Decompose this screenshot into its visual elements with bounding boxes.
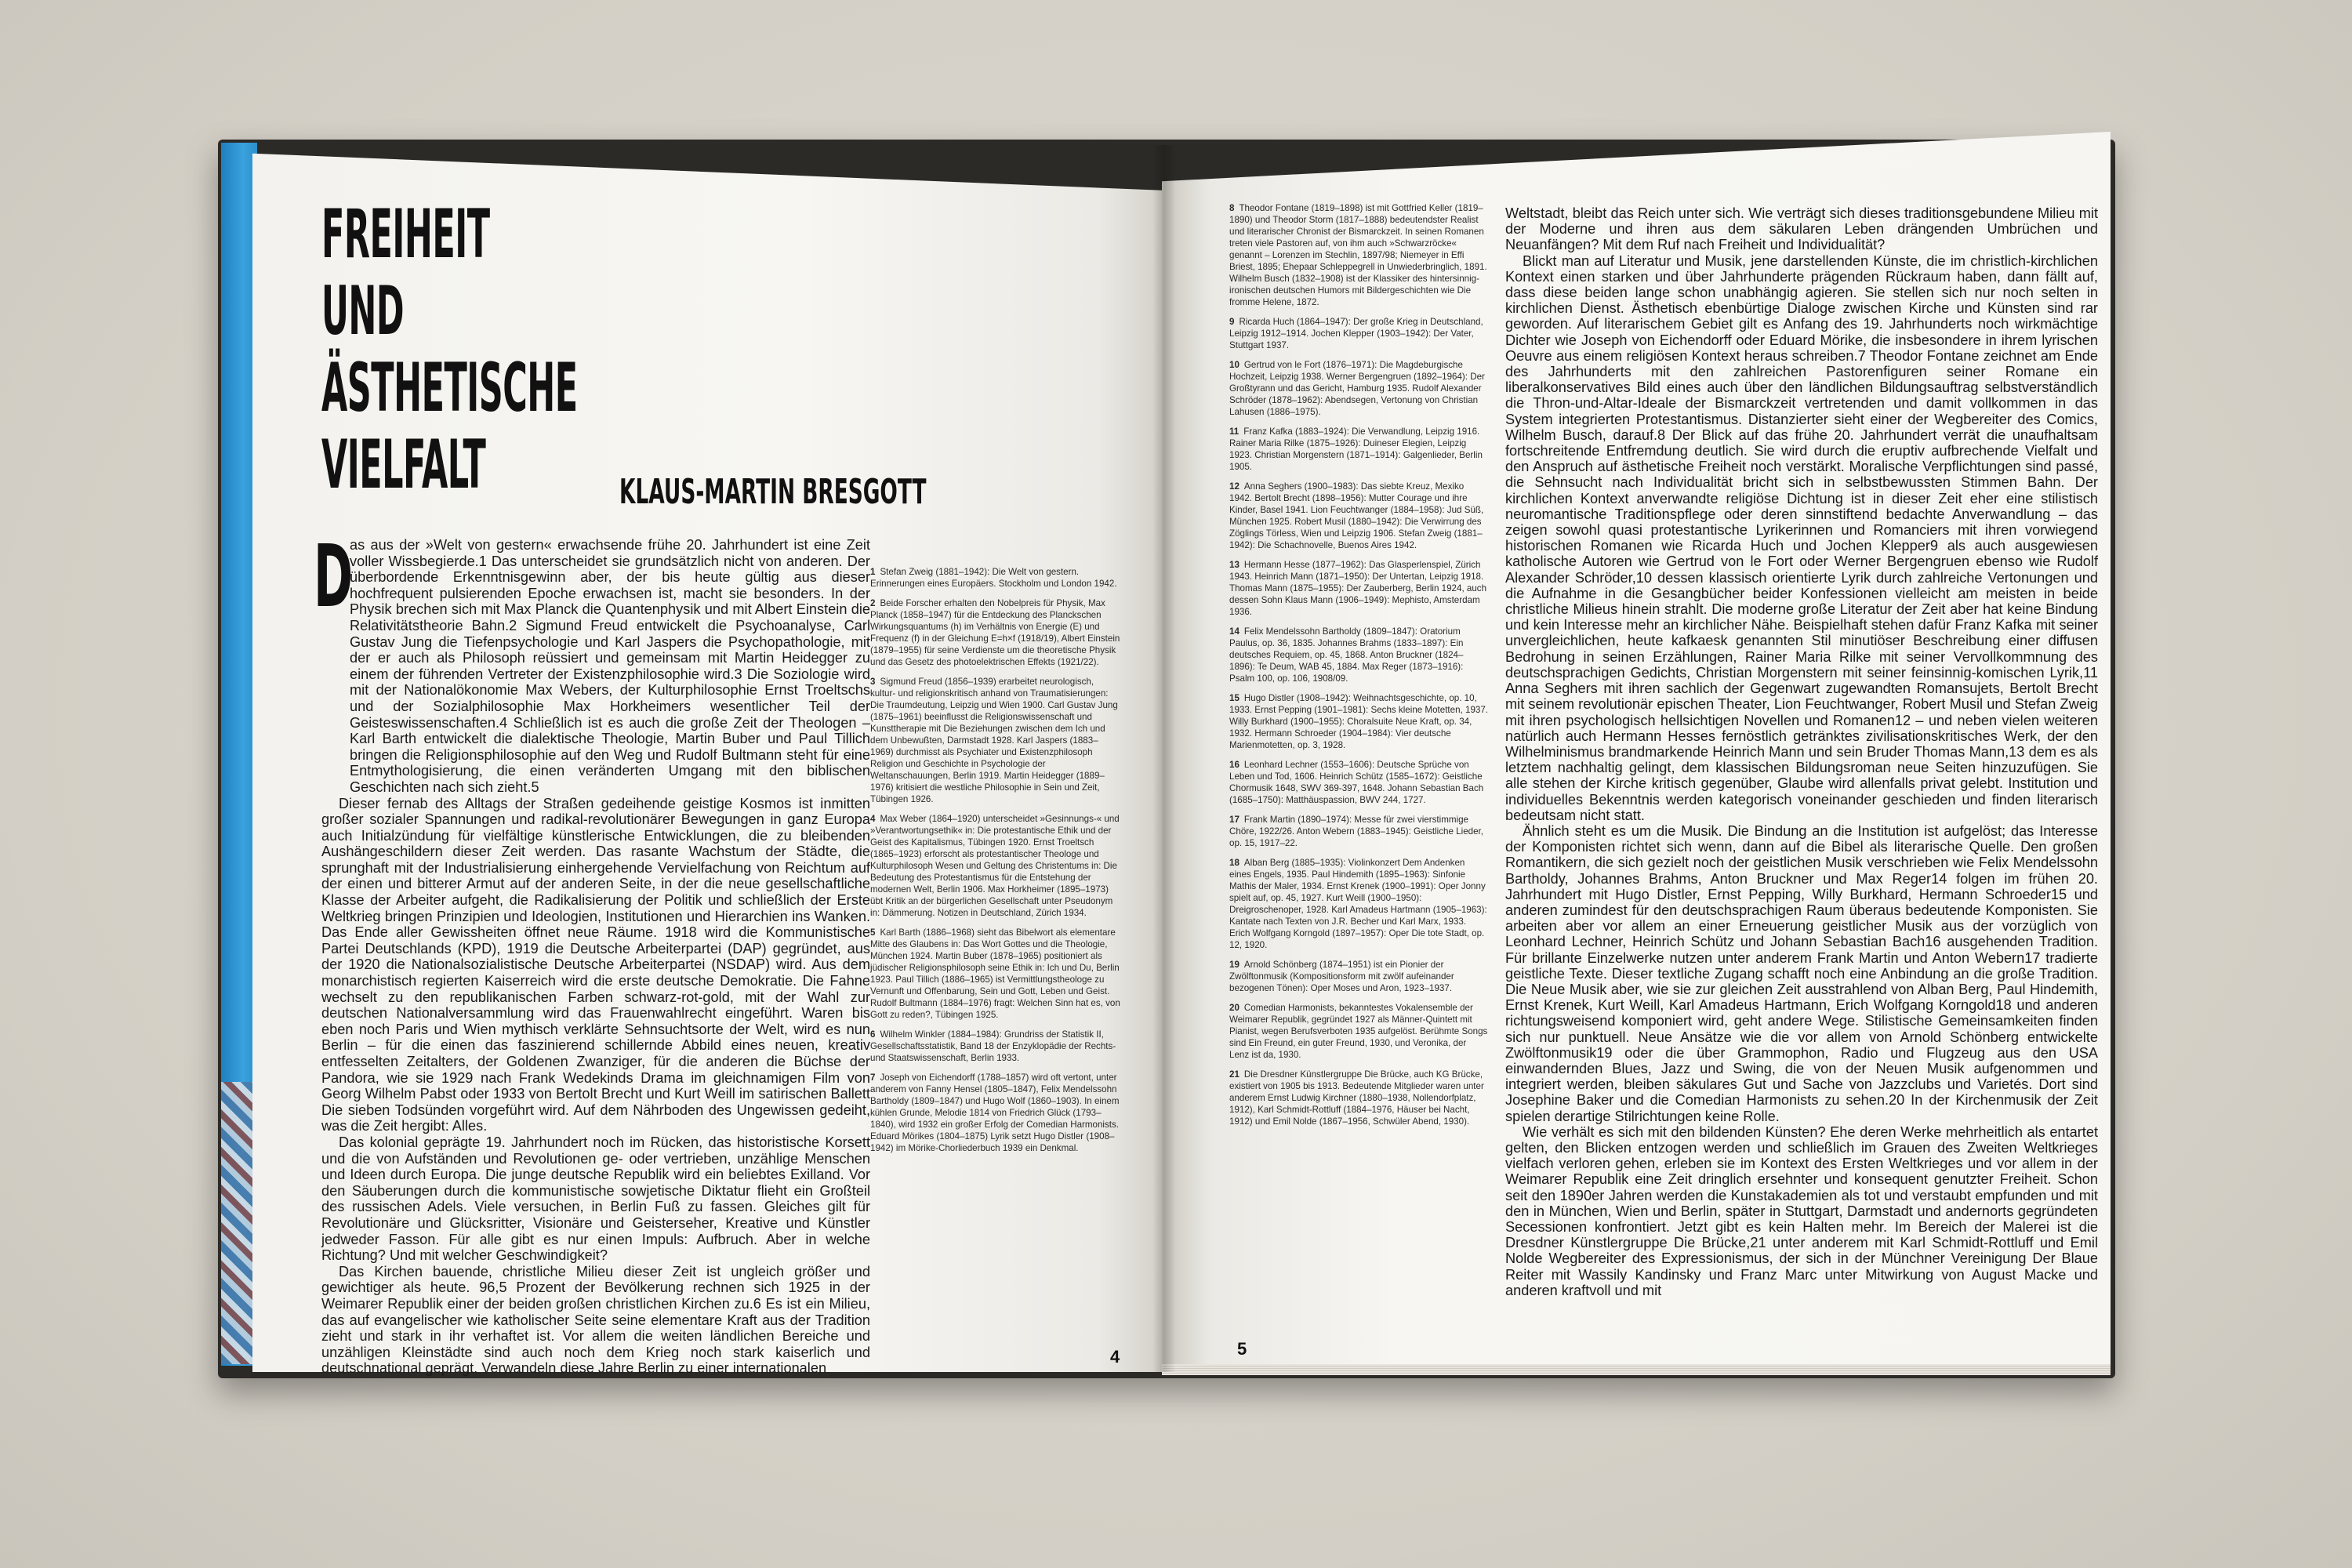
footnote-number: 2 bbox=[870, 598, 876, 608]
footnote bbox=[1229, 814, 1488, 849]
footnote bbox=[1229, 1002, 1488, 1061]
title-line: ÄSTHETISCHE bbox=[321, 349, 578, 427]
footnote bbox=[1229, 426, 1488, 473]
footnote-text: Hugo Distler (1908–1942): Weihnachtsgeschichte, op. 10, 1933. Ernst Pepping (1901–1981): Sechs kleine Motetten, 1937. Willy Burkhard (1900–1955): Choralsuite Neue Kraft, op. 34, 1932. Hermann Schroeder (1904–1984): Vier deutsche Marienmotetten, op. 3, 1928. bbox=[1229, 693, 1489, 750]
footnote bbox=[1229, 559, 1488, 618]
footnote-text: Karl Barth (1886–1968) sieht das Bibelwort als elementare Mitte des Glaubens in: Das Wort Gottes und die Theologie, München 1924. Martin Buber (1878–1965) positioniert als jüdischer Religionsphilosoph seine Ethik in: Ich und Du, Berlin 1923. Paul Tillich (1886–1965) ist Vermittlungstheologe zu Vernunft und Offenbarung, Sein und Gott, Leben und Geist. Rudolf Bultmann (1884–1976) fragt: Welchen Sinn hat es, von Gott zu reden?, Tübingen 1925. bbox=[870, 927, 1120, 1020]
footnote-number: 3 bbox=[870, 677, 876, 687]
footnote bbox=[870, 1029, 1121, 1064]
footnote-number: 21 bbox=[1229, 1069, 1240, 1080]
paragraph: Ähnlich steht es um die Musik. Die Bindung an die Institution ist aufgelöst; das Interesse der Komponisten richtet sich wenn, dann auf die Bibel als literarische Quelle. Den großen Romantikern, die sich gezielt noch der geistlichen Musik verschrieben wie Felix Mendelssohn Bartholdy, Johannes Brahms, Anton Bruckner und Max Reger14 folgen im frühen 20. Jahrhundert mit Hugo Distler, Ernst Pepping, Willy Burkhard, Hermann Schroeder15 und anderen zumindest für den deutschsprachigen Raum überaus bedeutende Komponisten. Sie arbeiten aber vor allem an einer Erneuerung geistlicher Musik aus der vorzüglich von Leonhard Lechner, Heinrich Schütz und Johann Sebastian Bach16 ausgehenden Tradition. Für brillante Einzelwerke nutzen unter anderem Frank Martin und Anton Webern17 tradierte geistliche Texte. Dieser textliche Zugang schafft noch eine Anbindung an die große Tradition. Die Neue Musik aber, wie sie zur gleichen Zeit ausstrahlend von Alban Berg, Paul Hindemith, Ernst Krenek, Kurt Weill, Karl Amadeus Hartmann, Erich Wolfgang Korngold18 und anderen richtungsweisend komponiert wird, geht andere Wege. Stilistische Gemeinsamkeiten finden sich nur punktuell. Neue Ansätze wie die vor allem von Arnold Schönberg entwickelte Zwölftonmusik19 oder die über Grammophon, Radio und Flugzeug aus den USA einwandernden Blues, Jazz und Swing, die von der Neuen Musik aufgenommen und integriert werden, bleiben säkulares Gut und Sache von Jazzclubs und Varietés. Dort sind Josephine Baker und die Comedian Harmonists zu sehen.20 In der Kirchenmusik der Zeit spielen derartige Stilrichtungen keine Rolle. bbox=[1505, 822, 2098, 1124]
footnote-number: 12 bbox=[1229, 481, 1240, 492]
paragraph: Das Kirchen bauende, christliche Milieu dieser Zeit ist ungleich größer und gewichtiger als heute. 96,5 Prozent der Bevölkerung rechnen sich 1925 in der Weimarer Republik einer der beiden großen christlichen Kirchen zu.6 Es ist ein Milieu, das auf evangelischer wie katholischer Seite seine elementare Kraft aus der Tradition zieht und stark in ihr verhaftet ist. Vor allem die weiten ländlichen Bereiche und unzähligen Kleinstädte sind auch noch dem Krieg noch stark kaiserlich und deutschnational geprägt. Verwandeln diese Jahre Berlin zu einer internationalen bbox=[321, 1263, 870, 1377]
paragraph: Dieser fernab des Alltags der Straßen gedeihende geistige Kosmos ist inmitten großer sozialer Spannungen und radikal-revolutionärer Bewegungen in ganz Europa auch Initialzündung für vielfältige künstlerische Entwicklungen, die zu bleibenden Aushängeschildern dieser Zeit werden. Das rasante Wachstum der Städte, die sprunghaft mit der Industrialisierung einhergehende Vervielfachung von Reichtum auf der einen und bitterer Armut auf der anderen Seite, in der die neue gesellschaftliche Klasse der Arbeiter aufgeht, die Radikalisierung der Politik und schließlich der Erste Weltkrieg bringen Prinzipien und Ideologien, Institutionen und Hierarchien ins Wanken. Das Ende aller Gewissheiten öffnet neue Räume. 1918 wird die Kommunistische Partei Deutschlands (KPD), 1919 die Deutsche Arbeiterpartei (DAP) gegründet, aus der 1920 die Nationalsozialistische Deutsche Arbeiterpartei (NSDAP) wird. Aus dem monarchistisch regierten Kaiserreich wird die erste deutsche Demokratie. Die Fahne wechselt zu den republikanischen Farben schwarz-rot-gold, mit der Wahl zur deutschen Nationalversammlung wird das Frauenwahlrecht eingeführt. Waren bis eben noch Paris und Wien mythisch verklärte Sehnsuchtsorte der Welt, wird es nun Berlin – für die einen das faszinierend schillernde Abbild eines neuen, kreativ entfesselten Zeitalters, der Goldenen Zwanziger, für die anderen die Büchse der Pandora, wie sie 1929 nach Frank Wedekinds Drama im gleichnamigen Film von Georg Wilhelm Pabst oder 1933 von Bertolt Brecht und Kurt Weill im satirischen Ballett Die sieben Todsünden vorgeführt wird. Auf dem Nährboden des Ungewissen gedeiht, was die Zeit hergibt: Alles. bbox=[321, 795, 870, 1134]
page-number-left: 4 bbox=[1110, 1347, 1120, 1367]
footnote-number: 16 bbox=[1229, 760, 1240, 770]
footnotes-right bbox=[1229, 202, 1488, 1135]
body-text-right bbox=[1505, 205, 2098, 1298]
footnote-text: Gertrud von le Fort (1876–1971): Die Magdeburgische Hochzeit, Leipzig 1938. Werner Bergengruen (1892–1964): Der Großtyrann und das Gericht, Hamburg 1935. Rudolf Alexander Schröder (1878–1962): Abendsegen, Vertonung von Christian Lahusen (1886–1975). bbox=[1229, 360, 1485, 417]
footnote-text: Ricarda Huch (1864–1947): Der große Krieg in Deutschland, Leipzig 1912–1914. Jochen Klepper (1903–1942): Der Vater, Stuttgart 1937. bbox=[1229, 317, 1483, 350]
article-title bbox=[321, 195, 578, 504]
footnote-number: 14 bbox=[1229, 626, 1240, 637]
footnote-number: 18 bbox=[1229, 858, 1240, 868]
footnote-number: 10 bbox=[1229, 360, 1240, 370]
paragraph: Blickt man auf Literatur und Musik, jene darstellenden Künste, die im christlich-kirchlichen Kontext einen starken und über Jahrhunderte prägenden Rückraum haben, dann fällt auf, dass diese beiden lange schon unabhängig agieren. Sie stellen sich nur noch selten in kirchlichen Dienst. Ästhetisch ebenbürtige Dialoge zwischen Kirche und Künsten sind rar geworden. Auf literarischem Gebiet gilt es Anfang des 19. Jahrhunderts noch wirkmächtige Dichter wie Joseph von Eichendorff oder Eduard Mörike, die insbesondere in ihrem lyrischen Oeuvre aus einem religiösen Kontext heraus schreiben.7 Theodor Fontane zeichnet am Ende des Jahrhunderts mit den zahlreichen Pastorenfiguren seiner Romane ein liberalkonservatives Bild eines auch über den ländlichen Bildungsauftrag selbstverständlich die Thron-und-Altar-Ideale der Bismarckzeit vertretenden und damit vollkommen in das System integrierten Protestantismus. Distanzierter sieht einer der Wegbereiter des Comics, Wilhelm Busch, darauf.8 Der Blick auf das frühe 20. Jahrhundert verrät die unaufhaltsam fortschreitende Entfremdung deutlich. Sie wird durch die eruptiv aufbrechende Vielfalt und den Anspruch auf ästhetische Freiheit noch verstärkt. Moralische Verpflichtungen sind passé, die Sehnsucht nach Individualität bricht sich in selbstbewussten Stimmen Bahn. Der kirchlichen Kontext anverwandte religiöse Dichtung ist in dieser Zeit eher eine stilistisch neuromantische Traditionspflege oder deren sinnstiftend bedachte Anverwandlung – das zeigen sowohl quasi protestantische Lyrikerinnen und Romanciers mit ihren vorwiegend historischen Romanen wie Ricarda Huch und Jochen Klepper9 als auch ausgewiesen katholische Autoren wie Gertrud von le Fort oder Werner Bergengruen ebenso wie Rudolf Alexander Schröder,10 dessen klassisch orientierte Lyrik durch zahlreiche Vertonungen und die Aufnahme in die Gesangbücher beider Konfessionen vielleicht am meisten in beide christliche Milieus hinein strahlt. Die moderne große Literatur der Zeit aber hat keine Bindung und kein Interesse mehr an kirchlicher Nähe. Beispielhaft stehen dafür Franz Kafka mit seiner unvergleichlichen, heute kafkaesk genannten Stil minutiöser Beschreibung einer diffusen Bedrohung in seinen Erzählungen, Rainer Maria Rilke mit seiner Vervollkommnung des deutschsprachigen Gedichts, Christian Morgenstern mit seiner feinsinnig-komischen Lyrik,11 Anna Seghers mit ihren sachlich der Gegenwart zugewandten Romansujets, Bertolt Brecht mit seinem revolutionär epischen Theater, Lion Feuchtwanger, Robert Musil und Stefan Zweig mit ihren psychologisch hellsichtigen Novellen und Romanen12 – und neben vielen weiteren natürlich auch Hermann Hesses fernöstlich getränktes zivilisationskritisches Werk, der den Wilhelminismus brandmarkende Heinrich Mann und sein Bruder Thomas Mann,13 dem es als letztem nachhaltig gelingt, dem klassischen Bildungsroman neue Seiten hinzuzufügen. Sie alle stehen der Kirche kritisch gegenüber, Glaube wird allenfalls privat gelebt. Institution und individuelles Bekenntnis werden kategorisch voneinander geschieden und finden literarisch bedeutsam nicht statt. bbox=[1505, 252, 2098, 823]
footnote bbox=[870, 676, 1121, 805]
footnote-number: 7 bbox=[870, 1073, 876, 1083]
title-line: UND bbox=[321, 272, 405, 350]
footnote-number: 11 bbox=[1229, 426, 1240, 437]
footnote bbox=[1229, 202, 1488, 308]
footnote bbox=[870, 927, 1121, 1021]
paragraph: Wie verhält es sich mit den bildenden Künsten? Ehe deren Werke mehrheitlich als entartet gelten, den Blicken entzogen werden und schließlich im Grauen des Zweiten Weltkrieges vielfach verloren gehen, erleben sie im Kontext des Ersten Weltkrieges und vor allem in der Weimarer Republik eine Zeit dringlich ersehnter und konsequent genutzter Freiheit. Schon seit den 1890er Jahren werden die Kunstakademien als tot und verstaubt empfunden und mit den in München, Wien und Berlin, später in Stuttgart, Darmstadt und andernorts gegründeten Secessionen konfrontiert. Jetzt gibt es kein Halten mehr. Im Bereich der Malerei ist die Dresdner Künstlergruppe Die Brücke,21 unter anderem mit Karl Schmidt-Rottluff und Emil Nolde Wegbereiter des Expressionismus, der sich in der Münchner Vereinigung Der Blaue Reiter mit Wassily Kandinsky und Franz Marc unter Mitwirkung von August Macke und anderen kraftvoll und mit bbox=[1505, 1123, 2098, 1298]
footnote-number: 19 bbox=[1229, 960, 1240, 970]
footnote-text: Max Weber (1864–1920) unterscheidet »Gesinnungs-« und »Verantwortungsethik« in: Die protestantische Ethik und der Geist des Kapitalismus, Tübingen 1920. Ernst Troeltsch (1865–1923) erforscht als protestantischer Theologe und Kulturphilosoph Wesen und Geltung des Christentums in: Die Bedeutung des Protestantismus für die Entstehung der modernen Welt, Berlin 1906. Max Horkheimer (1895–1973) übt Kritik an der bürgerlichen Gesellschaft unter Pseudonym in: Dämmerung. Notizen in Deutschland, Zürich 1934. bbox=[870, 814, 1120, 918]
footnote-text: Arnold Schönberg (1874–1951) ist ein Pionier der Zwölftonmusik (Kompositionsform mit zwölf aufeinander bezogenen Tönen): Oper Moses und Aron, 1923–1937. bbox=[1229, 960, 1454, 993]
cover-pattern-edge bbox=[221, 1082, 257, 1364]
footnote-text: Comedian Harmonists, bekanntestes Vokalensemble der Weimarer Republik, gegründet 1927 als Männer-Quintett mit Pianist, wegen Berufsverboten 1935 aufgelöst. Berühmte Songs sind Ein Freund, ein guter Freund, 1930, und Veronika, der Lenz ist da, 1930. bbox=[1229, 1003, 1488, 1060]
footnote-number: 15 bbox=[1229, 693, 1240, 703]
footnote-text: Theodor Fontane (1819–1898) ist mit Gottfried Keller (1819–1890) und Theodor Storm (1817–1888) bedeutendster Realist und literarischer Chronist der Bismarckzeit. In seinen Romanen treten viele Pastoren auf, von ihm auch »Schwarzröcke« genannt – Lorenzen im Stechlin, 1897/98; Niemeyer in Effi Briest, 1895; Ehepaar Schleppegrell in Unwiederbringlich, 1891. Wilhelm Busch (1832–1908) ist der Klassiker des hintersinnig-ironischen deutschen Humors mit Bildergeschichten wie Die fromme Helene, 1872. bbox=[1229, 203, 1487, 307]
footnote bbox=[1229, 857, 1488, 951]
body-text-left bbox=[321, 537, 870, 1377]
footnote bbox=[1229, 692, 1488, 751]
footnote-text: Sigmund Freud (1856–1939) erarbeitet neurologisch, kultur- und religionskritisch anhand von Traumatisierungen: Die Traumdeutung, Leipzig und Wien 1900. Carl Gustav Jung (1875–1961) beeinflusst die Religionswissenschaft und Kunsttherapie mit Die Beziehungen zwischen dem Ich und dem Unbewußten, Darmstadt 1928. Karl Jaspers (1883–1969) durchmisst als Psychiater und Existenzphilosoph Religion und Geschichte in Psychologie der Weltanschauungen, Berlin 1919. Martin Heidegger (1889–1976) kritisiert die westliche Philosophie in Sein und Zeit, Tübingen 1926. bbox=[870, 677, 1118, 804]
footnote-text: Felix Mendelssohn Bartholdy (1809–1847): Oratorium Paulus, op. 36, 1835. Johannes Brahms (1833–1897): Ein deutsches Requiem, op. 45, 1868. Anton Bruckner (1824–1896): Te Deum, WAB 45, 1884. Max Reger (1873–1916): Psalm 100, op. 106, 1908/09. bbox=[1229, 626, 1464, 684]
paragraph: Das kolonial geprägte 19. Jahrhundert noch im Rücken, das historistische Korsett und die von Aufständen und Revolutionen ge- oder vertrieben, unzählige Menschen und Ideen durch Europa. Die junge deutsche Republik wird ein beliebtes Exilland. Vor den Säuberungen durch die kommunistische sowjetische Diktatur flieht ein Großteil des russischen Adels. Viele versuchen, in Berlin Fuß zu fassen. Gleiches gilt für Revolutionäre und Glücksritter, Visionäre und Geisterseher, Kreative und Künstler jedweder Fasson. Für alle gibt es nur einen Impuls: Aufbruch. Aber in welche Richtung? Und mit welcher Geschwindigkeit? bbox=[321, 1134, 870, 1264]
footnote-text: Leonhard Lechner (1553–1606): Deutsche Sprüche von Leben und Tod, 1606. Heinrich Schütz (1585–1672): Geistliche Chormusik 1648, SWV 369-397, 1648. Johann Sebastian Bach (1685–1750): Matthäuspassion, BWV 244, 1727. bbox=[1229, 760, 1484, 805]
page-edges bbox=[1162, 1364, 2111, 1375]
footnote-text: Anna Seghers (1900–1983): Das siebte Kreuz, Mexiko 1942. Bertolt Brecht (1898–1956): Mutter Courage und ihre Kinder, Basel 1941. Lion Feuchtwanger (1884–1958): Jud Süß, München 1925. Robert Musil (1880–1942): Die Verwirrung des Zöglings Törless, Wien und Leipzig 1906. Stefan Zweig (1881–1942): Die Schachnovelle, Buenos Aires 1942. bbox=[1229, 481, 1484, 550]
footnote bbox=[1229, 316, 1488, 351]
footnote-text: Stefan Zweig (1881–1942): Die Welt von gestern. Erinnerungen eines Europäers. Stockholm und London 1942. bbox=[870, 567, 1117, 589]
paragraph: Weltstadt, bleibt das Reich unter sich. Wie verträgt sich dieses traditionsgebundene Milieu mit der Moderne und ihren aus dem säkularen Leben drängenden Umbrüchen und Neuanfängen? Mit dem Ruf nach Freiheit und Individualität? bbox=[1505, 205, 2098, 253]
drop-cap: D bbox=[314, 526, 354, 626]
footnote-number: 5 bbox=[870, 927, 876, 938]
page-number-right: 5 bbox=[1237, 1339, 1247, 1359]
footnote-number: 13 bbox=[1229, 560, 1240, 570]
footnote-number: 20 bbox=[1229, 1003, 1240, 1013]
footnotes-left bbox=[870, 566, 1121, 1162]
footnote bbox=[870, 566, 1121, 590]
footnote-text: Die Dresdner Künstlergruppe Die Brücke, auch KG Brücke, existiert von 1905 bis 1913. Bedeutende Mitglieder waren unter anderem Ernst Ludwig Kirchner (1880–1938, Nollendorfplatz, 1912), Karl Schmidt-Rottluff (1884–1976, Häuser bei Nacht, 1912) und Emil Nolde (1867–1956, Schwüler Abend, 1930). bbox=[1229, 1069, 1484, 1127]
book-gutter bbox=[1152, 145, 1176, 1372]
footnote-number: 9 bbox=[1229, 317, 1235, 327]
footnote-text: Hermann Hesse (1877–1962): Das Glasperlenspiel, Zürich 1943. Heinrich Mann (1871–1950): Der Untertan, Leipzig 1918. Thomas Mann (1875–1955): Der Zauberberg, Berlin 1924, auch dessen Sohn Klaus Mann (1906–1949): Mephisto, Amsterdam 1936. bbox=[1229, 560, 1487, 617]
author-name: KLAUS-MARTIN BRESGOTT bbox=[619, 472, 927, 512]
footnote-text: Frank Martin (1890–1974): Messe für zwei vierstimmige Chöre, 1922/26. Anton Webern (1883–1945): Geistliche Lieder, op. 15, 1917–22. bbox=[1229, 815, 1483, 848]
footnote-number: 6 bbox=[870, 1029, 876, 1040]
footnote-text: Franz Kafka (1883–1924): Die Verwandlung, Leipzig 1916. Rainer Maria Rilke (1875–1926): Duineser Elegien, Leipzig 1923. Christian Morgenstern (1871–1914): Galgenlieder, Berlin 1905. bbox=[1229, 426, 1483, 472]
footnote bbox=[1229, 759, 1488, 806]
footnote bbox=[1229, 959, 1488, 994]
footnote-text: Wilhelm Winkler (1884–1984): Grundriss der Statistik II, Gesellschaftsstatistik, Band 18 der Enzyklopädie der Rechts- und Staatswissenschaft, Berlin 1933. bbox=[870, 1029, 1116, 1063]
footnote-number: 8 bbox=[1229, 203, 1235, 213]
footnote bbox=[1229, 1069, 1488, 1127]
paragraph: as aus der »Welt von gestern« erwachsende frühe 20. Jahrhundert ist eine Zeit voller Wissbegierde.1 Das unterscheidet sie grundsätzlich nicht von anderen. Der überbordende Erkenntnisgewinn aber, der bis heute gültig aus dieser hochfrequent pulsierenden Epoche erwachsen ist, macht sie besonders. In der Physik brechen sich mit Max Planck die Quantenphysik und mit Albert Einstein die Relativitätstheorie Bahn.2 Sigmund Freud entwickelt die Psychoanalyse, Carl Gustav Jung die Tiefenpsychologie und Karl Jaspers die Psychopathologie, mit der er auch als Philosoph reüssiert und gemeinsam mit Martin Heidegger zu einem der führenden Vertreter der Existenzphilosophie wird.3 Die Soziologie wird mit der Nationalökonomie Max Webers, der Kulturphilosophie Ernst Troeltschs und der Sozialphilosophie Max Horkheimers wesentlicher Teil der Geisteswissenschaften.4 Schließlich ist es auch die große Zeit der Theologen – Karl Barth entwickelt die dialektische Theologie, Martin Buber und Paul Tillich bringen die Religionsphilosophie auf den Weg und Rudolf Bultmann steht für eine Entmythologisierung, die einen veränderten Umgang mit den biblischen Geschichten nach sich zieht.5 bbox=[350, 537, 870, 795]
title-line: VIELFALT bbox=[321, 426, 486, 504]
title-line: FREIHEIT bbox=[321, 195, 490, 274]
footnote-number: 1 bbox=[870, 567, 876, 577]
footnote-text: Alban Berg (1885–1935): Violinkonzert Dem Andenken eines Engels, 1935. Paul Hindemith (1895–1963): Sinfonie Mathis der Maler, 1934. Ernst Krenek (1900–1991): Oper Jonny spielt auf, op. 45, 1927. Kurt Weill (1900–1950): Dreigroschenoper, 1928. Karl Amadeus Hartmann (1905–1963): Kantate nach Texten von J.R. Becher und Karl Marx, 1933. Erich Wolfgang Korngold (1897–1957): Oper Die tote Stadt, op. 12, 1920. bbox=[1229, 858, 1487, 950]
footnote bbox=[870, 813, 1121, 919]
footnote bbox=[1229, 359, 1488, 418]
footnote bbox=[870, 1072, 1121, 1154]
footnote-number: 4 bbox=[870, 814, 876, 824]
footnote bbox=[870, 597, 1121, 668]
footnote bbox=[1229, 626, 1488, 684]
footnote-text: Beide Forscher erhalten den Nobelpreis für Physik, Max Planck (1858–1947) für die Entdeckung des Planckschen Wirkungsquantums (h) im Verhältnis von Energie (E) und Frequenz (f) in der Gleichung E=h×f (1918/19), Albert Einstein (1879–1955) für seine Verdienste um die theoretische Physik und das Gesetz des photoelektrischen Effekts (1921/22). bbox=[870, 598, 1120, 667]
footnote-text: Joseph von Eichendorff (1788–1857) wird oft vertont, unter anderem von Fanny Hensel (1805–1847), Felix Mendelssohn Bartholdy (1809–1847) und Hugo Wolf (1860–1903). In einem kühlen Grunde, Melodie 1814 von Friedrich Glück (1793–1840), wird 1932 ein großer Erfolg der Comedian Harmonists. Eduard Mörikes (1804–1875) Lyrik setzt Hugo Distler (1908–1942) im Mörike-Chorliederbuch 1939 ein Denkmal. bbox=[870, 1073, 1120, 1153]
footnote-number: 17 bbox=[1229, 815, 1240, 825]
footnote bbox=[1229, 481, 1488, 551]
